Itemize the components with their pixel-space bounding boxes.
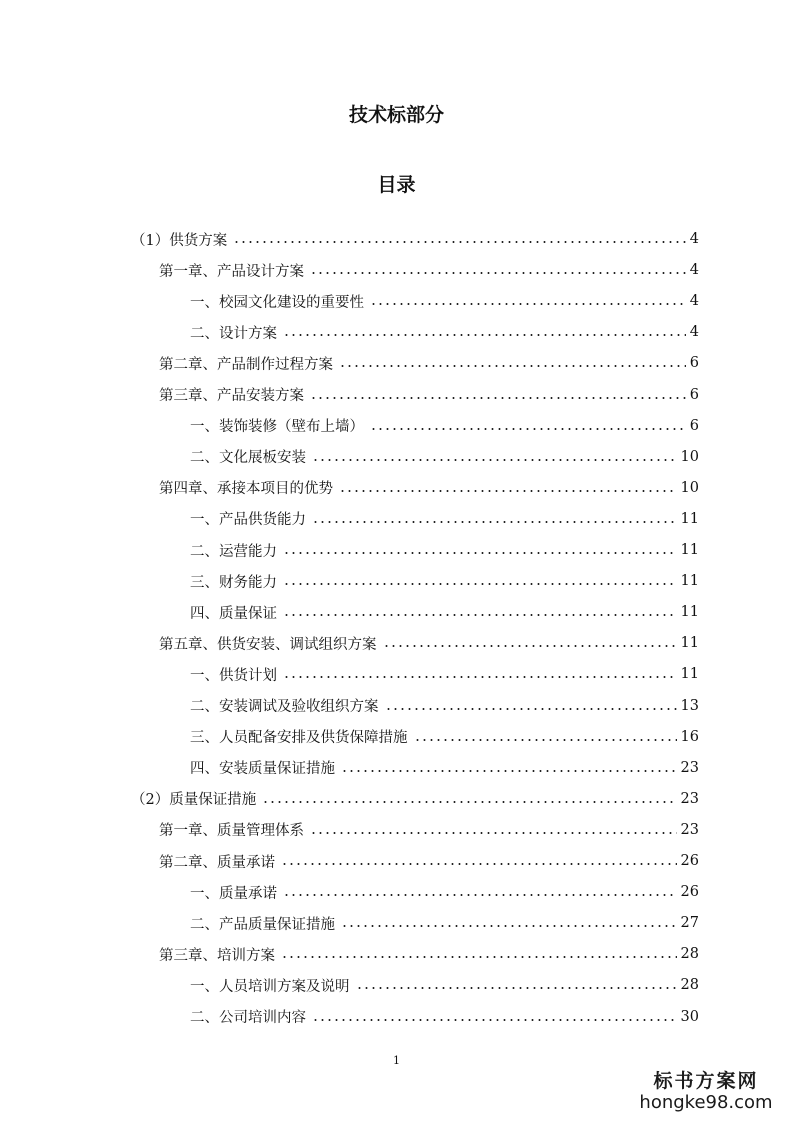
toc-entry-title: 二、产品质量保证措施 bbox=[190, 916, 335, 933]
toc-leader-dots bbox=[370, 303, 686, 305]
toc-entry-page: 11 bbox=[680, 542, 699, 558]
toc-leader-dots bbox=[312, 459, 677, 461]
toc-entry-title: （2）质量保证措施 bbox=[131, 792, 257, 809]
toc-entry[interactable] bbox=[190, 724, 699, 750]
toc-entry[interactable] bbox=[159, 350, 699, 376]
toc-leader-dots bbox=[341, 925, 677, 927]
toc-entry-title: 四、安装质量保证措施 bbox=[190, 761, 335, 778]
toc-heading: 目录 bbox=[377, 174, 416, 196]
toc-entry-page: 27 bbox=[680, 915, 699, 932]
toc-entry-page: 26 bbox=[680, 884, 699, 901]
toc-entry-page: 11 bbox=[680, 573, 699, 590]
page-number: 1 bbox=[393, 1054, 400, 1067]
toc-leader-dots bbox=[310, 272, 686, 274]
toc-entry-title: 一、人员培训方案及说明 bbox=[190, 978, 350, 995]
toc-entry-title: 一、供货计划 bbox=[190, 667, 277, 684]
toc-entry-page: 13 bbox=[680, 697, 699, 714]
toc-entry-page: 4 bbox=[689, 293, 699, 310]
toc-entry[interactable] bbox=[159, 382, 699, 408]
toc-entry-page: 4 bbox=[689, 231, 699, 247]
toc-entry-title: 第五章、供货安装、调试组织方案 bbox=[159, 636, 377, 653]
toc-entry-title: 四、质量保证 bbox=[190, 605, 277, 622]
toc-entry[interactable] bbox=[190, 755, 699, 781]
toc-entry[interactable] bbox=[190, 693, 699, 719]
toc-entry[interactable] bbox=[190, 661, 699, 687]
toc-entry[interactable] bbox=[159, 817, 699, 843]
toc-entry[interactable] bbox=[190, 1004, 699, 1030]
watermark-brand: 标书方案网 bbox=[653, 1070, 759, 1092]
toc-entry-title: 二、运营能力 bbox=[190, 543, 277, 560]
toc-leader-dots bbox=[339, 490, 677, 492]
toc-entry-title: 第一章、质量管理体系 bbox=[159, 823, 304, 840]
toc-entry-title: 一、装饰装修（壁布上墙） bbox=[190, 419, 364, 436]
toc-entry-page: 11 bbox=[680, 635, 699, 652]
watermark-url: hongke98.com bbox=[639, 1092, 773, 1113]
toc-entry[interactable] bbox=[190, 288, 699, 314]
toc-leader-dots bbox=[370, 428, 686, 430]
toc-leader-dots bbox=[312, 521, 677, 523]
document-title: 技术标部分 bbox=[348, 104, 444, 126]
toc-entry[interactable] bbox=[190, 910, 699, 936]
toc-entry-title: 第四章、承接本项目的优势 bbox=[159, 481, 333, 498]
toc-leader-dots bbox=[283, 614, 677, 616]
toc-entry[interactable] bbox=[190, 413, 699, 439]
watermark-logo bbox=[631, 1070, 781, 1114]
toc-entry-title: 二、安装调试及验收组织方案 bbox=[190, 699, 379, 715]
toc-entry-page: 11 bbox=[680, 666, 699, 683]
toc-entry-title: 一、产品供货能力 bbox=[190, 512, 306, 529]
toc-entry[interactable] bbox=[131, 226, 699, 252]
toc-leader-dots bbox=[312, 1019, 677, 1021]
toc-entry-page: 10 bbox=[680, 479, 699, 496]
toc-entry[interactable] bbox=[131, 786, 699, 812]
toc-entry[interactable] bbox=[190, 972, 699, 998]
toc-leader-dots bbox=[281, 863, 677, 865]
toc-entry-page: 4 bbox=[689, 262, 699, 279]
toc-leader-dots bbox=[341, 770, 677, 772]
toc-entry[interactable] bbox=[190, 319, 699, 345]
toc-entry-page: 6 bbox=[689, 386, 699, 403]
toc-leader-dots bbox=[281, 956, 677, 958]
toc-entry-page: 28 bbox=[680, 977, 699, 994]
toc-entry-page: 28 bbox=[680, 946, 699, 963]
toc-leader-dots bbox=[283, 894, 677, 896]
toc-entry-page: 11 bbox=[680, 510, 699, 527]
toc-entry[interactable] bbox=[190, 537, 699, 563]
toc-leader-dots bbox=[310, 397, 686, 399]
toc-entry-title: 三、人员配备安排及供货保障措施 bbox=[190, 730, 408, 747]
toc-entry[interactable] bbox=[190, 568, 699, 594]
toc-entry-title: 三、财务能力 bbox=[190, 574, 277, 591]
toc-entry[interactable] bbox=[190, 879, 699, 905]
toc-leader-dots bbox=[310, 832, 677, 834]
toc-entry[interactable] bbox=[190, 444, 699, 470]
toc-entry-page: 26 bbox=[680, 853, 699, 869]
toc-entry-title: 第三章、产品安装方案 bbox=[159, 388, 304, 404]
toc-leader-dots bbox=[385, 708, 677, 710]
toc-entry-page: 4 bbox=[689, 324, 699, 341]
toc-entry-page: 23 bbox=[680, 759, 699, 776]
toc-entry-page: 11 bbox=[680, 604, 699, 621]
toc-entry-title: 二、文化展板安装 bbox=[190, 450, 306, 467]
toc-entry[interactable] bbox=[159, 630, 699, 656]
toc-leader-dots bbox=[283, 334, 686, 336]
toc-entry[interactable] bbox=[159, 257, 699, 283]
toc-leader-dots bbox=[283, 676, 677, 678]
toc-entry[interactable] bbox=[190, 599, 699, 625]
toc-leader-dots bbox=[283, 552, 677, 554]
toc-entry-title: 一、质量承诺 bbox=[190, 885, 277, 902]
toc-entry[interactable] bbox=[159, 848, 699, 874]
toc-leader-dots bbox=[383, 645, 677, 647]
toc-entry-title: 第一章、产品设计方案 bbox=[159, 263, 304, 280]
toc-entry-page: 30 bbox=[680, 1008, 699, 1025]
toc-leader-dots bbox=[356, 987, 677, 989]
toc-entry-title: 二、公司培训内容 bbox=[190, 1010, 306, 1026]
toc-entry-title: 第三章、培训方案 bbox=[159, 947, 275, 964]
toc-leader-dots bbox=[339, 365, 686, 367]
toc-entry-page: 23 bbox=[680, 821, 699, 838]
toc-entry-page: 10 bbox=[680, 448, 699, 465]
toc-leader-dots bbox=[414, 739, 677, 741]
toc-entry-title: 第二章、质量承诺 bbox=[159, 854, 275, 871]
toc-entry[interactable] bbox=[190, 506, 699, 532]
toc-entry-title: 二、设计方案 bbox=[190, 325, 277, 342]
toc-entry-page: 23 bbox=[680, 790, 699, 807]
toc-leader-dots bbox=[262, 801, 676, 803]
toc-entry-title: 第二章、产品制作过程方案 bbox=[159, 356, 333, 373]
toc-entry-title: （1）供货方案 bbox=[131, 232, 228, 249]
toc-entry[interactable] bbox=[159, 475, 699, 501]
toc-entry-page: 6 bbox=[689, 417, 699, 434]
toc-entry-page: 16 bbox=[680, 728, 699, 745]
toc-leader-dots bbox=[283, 583, 677, 585]
toc-entry[interactable] bbox=[159, 941, 699, 967]
toc-entry-page: 6 bbox=[689, 355, 699, 372]
toc-leader-dots bbox=[233, 241, 686, 243]
toc-entry-title: 一、校园文化建设的重要性 bbox=[190, 294, 364, 311]
